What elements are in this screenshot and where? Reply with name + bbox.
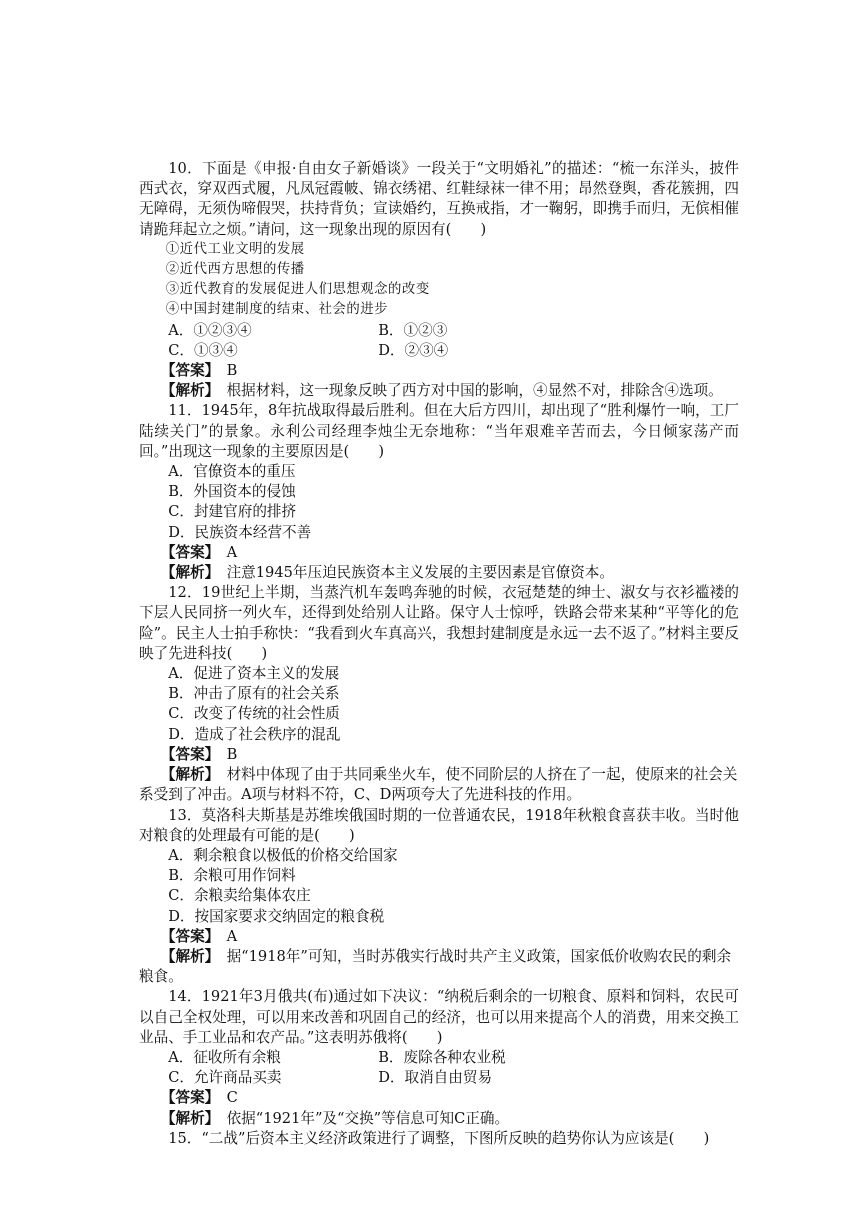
analysis-text: 依据“1921年”及“交换”等信息可知C正确。 [226, 1109, 510, 1127]
question-12-answer [139, 745, 739, 765]
question-14-analysis [139, 1109, 739, 1129]
question-11-analysis [139, 563, 739, 583]
option-c: C．允许商品买卖 [168, 1069, 282, 1087]
answer-value: A [226, 543, 238, 561]
question-10-answer [139, 361, 739, 381]
question-10-options-row-2 [139, 341, 739, 361]
question-11-option-a: A．官僚资本的重压 [168, 463, 296, 481]
question-13-option-d: D．按国家要求交纳固定的粮食税 [168, 907, 385, 925]
question-10-options-row-1 [139, 321, 739, 341]
question-10-item-2: ②近代西方思想的传播 [165, 262, 305, 278]
option-d: D．②③④ [378, 341, 449, 359]
question-10-item-3: ③近代教育的发展促进人们思想观念的改变 [165, 282, 430, 298]
answer-tag: 【答案】 [160, 927, 212, 945]
answer-value: B [226, 745, 238, 763]
answer-tag: 【答案】 [160, 362, 212, 380]
analysis-text: 据“1918年”可知，当时苏俄实行战时共产主义政策，国家低价收购农民的剩余粮食。 [139, 947, 732, 986]
answer-value: C [226, 1089, 238, 1107]
question-10-stem: 10．下面是《申报·自由女子新婚谈》一段关于“文明婚礼”的描述：“梳一东洋头，披件西式衣，穿双西式履，凡凤冠霞帔、锦衣绣裙、红鞋绿袜一律不用；昂然登舆，香花簇拥，四无障碍，无须伪啼假哭，扶持背负；宣读婚约，互换戒指，才一鞠躬，即携手而归，无傧相催请跪拜起立之烦。”请问，这一现象出现的原因有( ) [139, 160, 739, 238]
option-c: C．①③④ [168, 341, 238, 359]
answer-value: B [226, 362, 238, 380]
analysis-tag: 【解析】 [160, 1109, 212, 1127]
option-a: A．征收所有余粮 [168, 1048, 281, 1066]
answer-tag: 【答案】 [160, 543, 212, 561]
answer-tag: 【答案】 [160, 1089, 212, 1107]
question-12-option-a: A．促进了资本主义的发展 [168, 665, 340, 683]
document-body [139, 159, 739, 1149]
analysis-tag: 【解析】 [160, 382, 212, 400]
question-13-answer [139, 927, 739, 947]
question-12-analysis [139, 765, 739, 805]
question-14-stem: 14．1921年3月俄共(布)通过如下决议：“纳税后剩余的一切粮食、原料和饲料，农民可以自己全权处理，可以用来改善和巩固自己的经济，也可以用来提高个人的消费，用来交换工业品、手工业品和农产品。”这表明苏俄将( ) [139, 988, 739, 1046]
question-13-option-b: B．余粮可用作饲料 [168, 867, 296, 885]
question-12-stem: 12．19世纪上半期，当蒸汽机车轰鸣奔驰的时候，衣冠楚楚的绅士、淑女与衣衫褴褛的下层人民同挤一列火车，还得到处给别人让路。保守人士惊呼，铁路会带来某种“平等化的危险”。民主人士拍手称快：“我看到火车真高兴，我想封建制度是永远一去不返了。”材料主要反映了先进科技( ) [139, 584, 739, 662]
question-11-option-b: B．外国资本的侵蚀 [168, 483, 296, 501]
analysis-tag: 【解析】 [160, 947, 212, 965]
question-10-item-1: ①近代工业文明的发展 [165, 241, 305, 257]
question-11-option-c: C．封建官府的排挤 [168, 503, 297, 521]
question-13-stem: 13．莫洛科夫斯基是苏维埃俄国时期的一位普通农民，1918年秋粮食喜获丰收。当时他对粮食的处理最有可能的是( ) [139, 806, 739, 844]
question-11-option-d: D．民族资本经营不善 [168, 523, 312, 541]
question-13-option-a: A．剩余粮食以极低的价格交给国家 [168, 846, 398, 864]
analysis-text: 根据材料，这一现象反映了西方对中国的影响，④显然不对，排除含④选项。 [226, 382, 723, 400]
option-b: B．①②③ [378, 321, 448, 339]
question-12-option-c: C．改变了传统的社会性质 [168, 705, 340, 723]
question-15-stem: 15．“二战”后资本主义经济政策进行了调整，下图所反映的趋势你认为应该是( ) [168, 1129, 710, 1147]
question-11-stem: 11．1945年，8年抗战取得最后胜利。但在大后方四川，却出现了“胜利爆竹一响，工厂陆续关门”的景象。永利公司经理李烛尘无奈地称：“当年艰难辛苦而去，今日倾家荡产而回。”出现这一现象的主要原因是( ) [139, 402, 739, 460]
analysis-tag: 【解析】 [160, 766, 212, 784]
answer-tag: 【答案】 [160, 745, 212, 763]
question-10-item-4: ④中国封建制度的结束、社会的进步 [165, 302, 389, 318]
question-12-option-d: D．造成了社会秩序的混乱 [168, 725, 341, 743]
question-14-options-row-2 [139, 1068, 739, 1088]
question-14-options-row-1 [139, 1048, 739, 1068]
question-13-analysis [139, 947, 739, 987]
option-d: D．取消自由贸易 [378, 1069, 493, 1087]
question-14-answer [139, 1088, 739, 1108]
analysis-text: 材料中体现了由于共同乘坐火车，使不同阶层的人挤在了一起，使原来的社会关系受到了冲击。A项与材料不符，C、D两项夸大了先进科技的作用。 [139, 766, 738, 804]
analysis-tag: 【解析】 [160, 564, 212, 582]
answer-value: A [226, 927, 238, 945]
question-10-analysis [139, 381, 739, 401]
question-12-option-b: B．冲击了原有的社会关系 [168, 685, 340, 703]
analysis-text: 注意1945年压迫民族资本主义发展的主要因素是官僚资本。 [226, 564, 614, 582]
question-13-option-c: C．余粮卖给集体农庄 [168, 887, 311, 905]
option-a: A．①②③④ [168, 321, 252, 339]
option-b: B．废除各种农业税 [378, 1048, 506, 1066]
question-11-answer [139, 543, 739, 563]
